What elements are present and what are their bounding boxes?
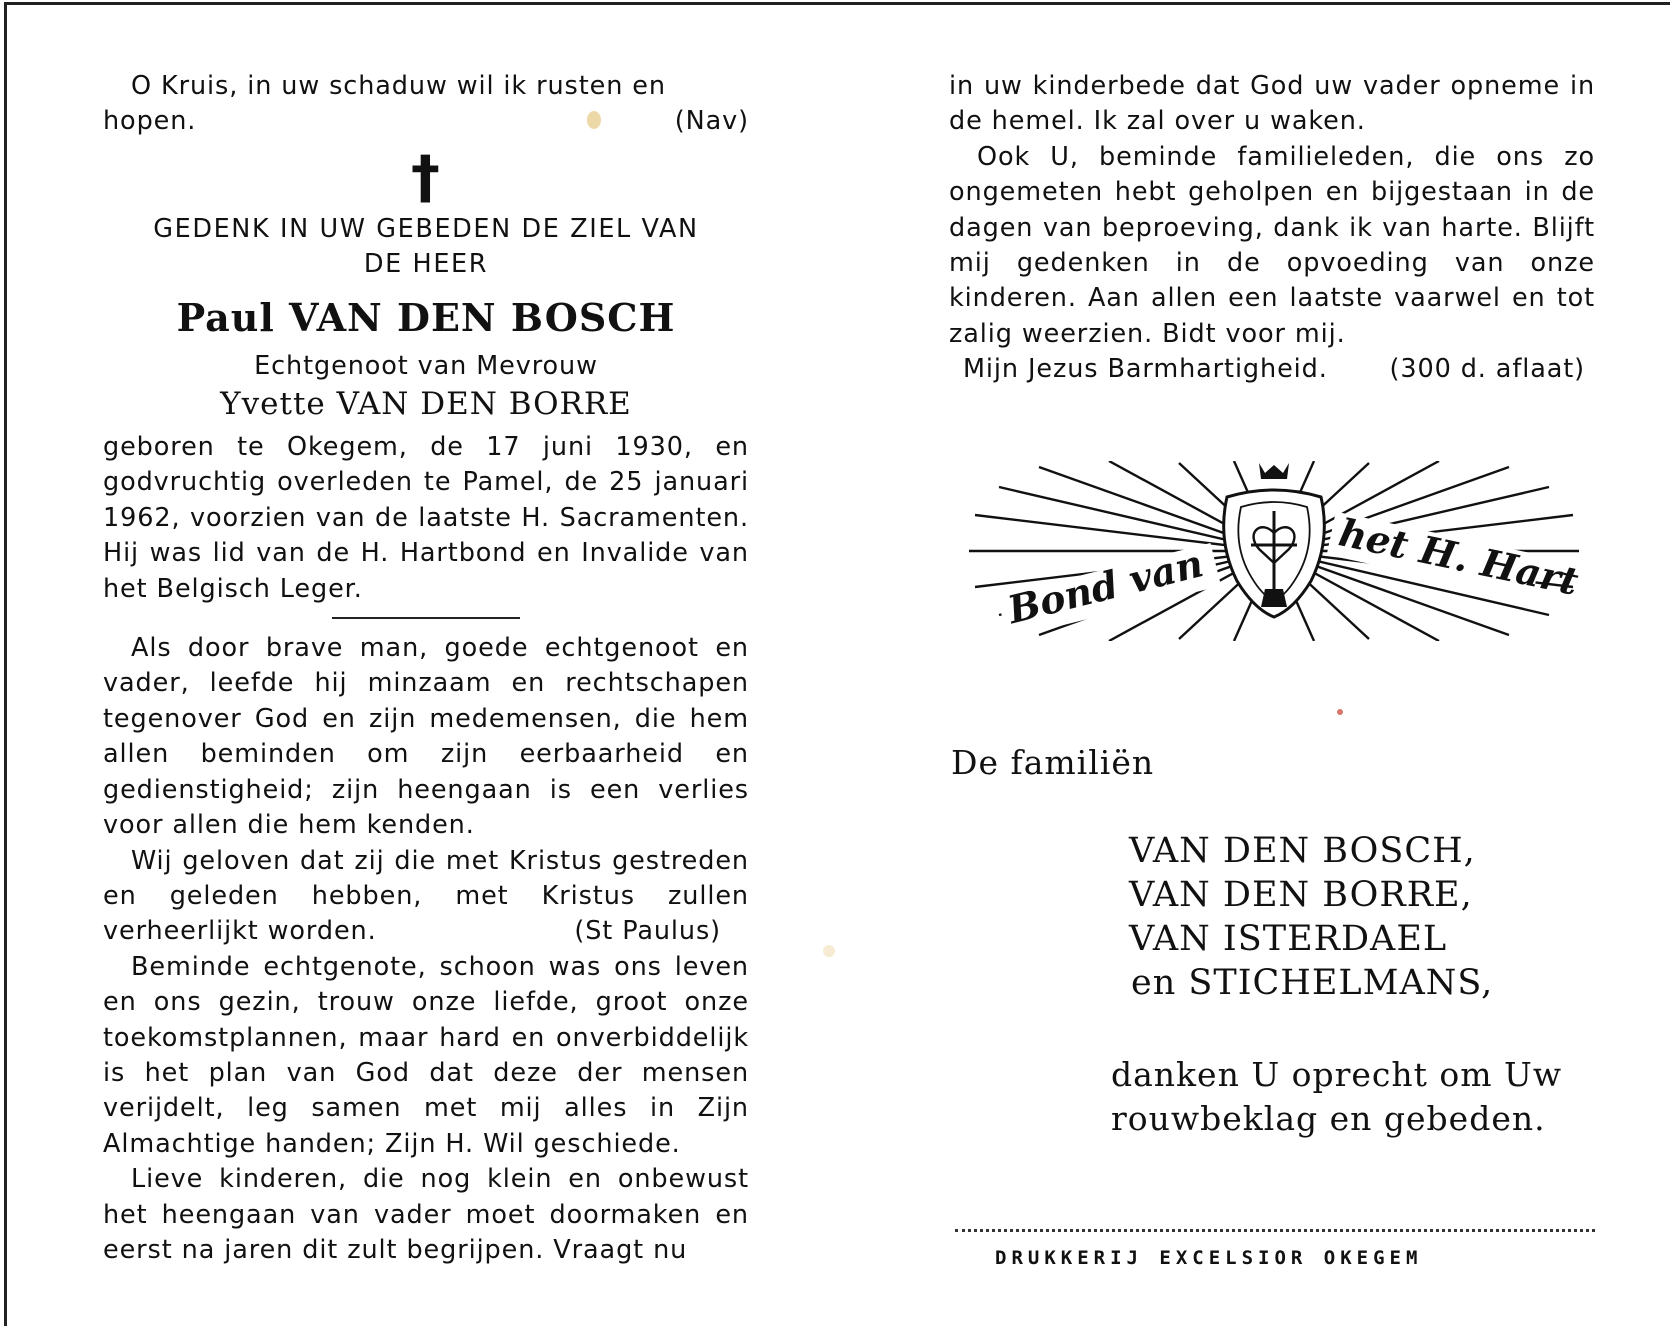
paragraph-kristus-text: Wij geloven dat zij die met Kristus gestreden en geleden hebben, met Kristus zullen verheerlijkt worden.: [103, 845, 749, 947]
dotted-divider: [955, 1229, 1595, 1232]
spouse-label: Echtgenoot van Mevrouw: [254, 350, 598, 381]
epigraph-line-2: [103, 104, 749, 139]
emblem-text-right: het H. Hart: [1335, 509, 1583, 604]
deceased-name: Paul VAN DEN BOSCH: [176, 294, 676, 340]
divider: [332, 617, 520, 619]
paragraph-man: Als door brave man, goede echtgenoot en vader, leefde hij minzaam en rechtschapen tegenover God en zijn medemensen, die hem allen beminden om zijn eerbaarheid en gedienstigheid; zijn heengaan is een verlies voor allen die hem kenden.: [103, 633, 749, 841]
printer-imprint: DRUKKERIJ EXCELSIOR OKEGEM: [995, 1247, 1423, 1269]
gedenk-line-1: GEDENK IN UW GEBEDEN DE ZIEL VAN: [153, 213, 699, 244]
family-name: en STICHELMANS,: [1131, 963, 1494, 1003]
thanks-line-1: danken U oprecht om Uw: [1111, 1055, 1563, 1094]
family-names: [1129, 829, 1493, 1005]
sacred-heart-emblem: [959, 461, 1589, 641]
epigraph-word: hopen.: [103, 106, 197, 137]
epigraph-line-1: O Kruis, in uw schaduw wil ik rusten en: [131, 71, 666, 101]
paragraph-echtgenote: Beminde echtgenote, schoon was ons leven en ons gezin, trouw onze liefde, groot onze toekomstplannen, maar hard en onverbiddelijk is het plan van God dat deze der mensen verijdelt, leg samen met mij alles in Zijn Almachtige handen; Zijn H. Wil geschiede.: [103, 951, 749, 1159]
spouse-name: Yvette VAN DEN BORRE: [220, 386, 632, 423]
family-name: VAN DEN BORRE,: [1129, 875, 1473, 915]
family-name: VAN ISTERDAEL: [1129, 919, 1448, 959]
thanks-line-2: rouwbeklag en gebeden.: [1111, 1099, 1546, 1138]
birth-death-text: geboren te Okegem, de 17 juni 1930, en godvruchtig overleden te Pamel, de 25 januari 1962, voorzien van de laatste H. Sacramenten. Hij was lid van de H. Hartbond en Invalide van het Belgisch Leger.: [103, 432, 749, 604]
paper-stain: [587, 111, 601, 129]
left-column: [103, 69, 749, 1268]
memorial-card: [4, 2, 1670, 1326]
right-column: [949, 69, 1595, 388]
chalice-base: [1261, 589, 1287, 607]
prayer: Mijn Jezus Barmhartigheid.: [963, 354, 1328, 385]
gedenk-line-2: DE HEER: [363, 249, 489, 280]
thanks-text: [1111, 1053, 1562, 1141]
paper-stain: [823, 945, 835, 957]
epigraph-source: (Nav): [674, 106, 749, 137]
paragraph-kristus: [103, 844, 749, 950]
families-label: De familiën: [951, 743, 1155, 782]
cross-icon: †: [411, 142, 441, 211]
paragraph-familieleden: Ook U, beminde familieleden, die ons zo ongemeten hebt geholpen en bijgestaan in de dagen van beproeving, dank ik van harte. Blijft mij gedenken in de opvoeding van onze kinderen. Aan allen een laatste vaarwel en tot zalig weerzien. Bidt voor mij.: [949, 141, 1595, 349]
paragraph-kinderen: Lieve kinderen, die nog klein en onbewust het heengaan van vader moet doormaken en eerst na jaren dit zult begrijpen. Vraagt nu: [103, 1164, 749, 1265]
crown-icon: [1259, 463, 1289, 479]
paper-stain: [1337, 709, 1343, 715]
paragraph-kristus-source: (St Paulus): [574, 916, 721, 947]
prayer-line: [949, 352, 1595, 387]
family-name: VAN DEN BOSCH,: [1129, 831, 1476, 871]
prayer-indulgence: (300 d. aflaat): [1389, 354, 1585, 385]
paragraph-kinderbede: in uw kinderbede dat God uw vader opneme in de hemel. Ik zal over u waken.: [949, 71, 1595, 137]
emblem-text-left: Bond van: [1003, 540, 1208, 633]
